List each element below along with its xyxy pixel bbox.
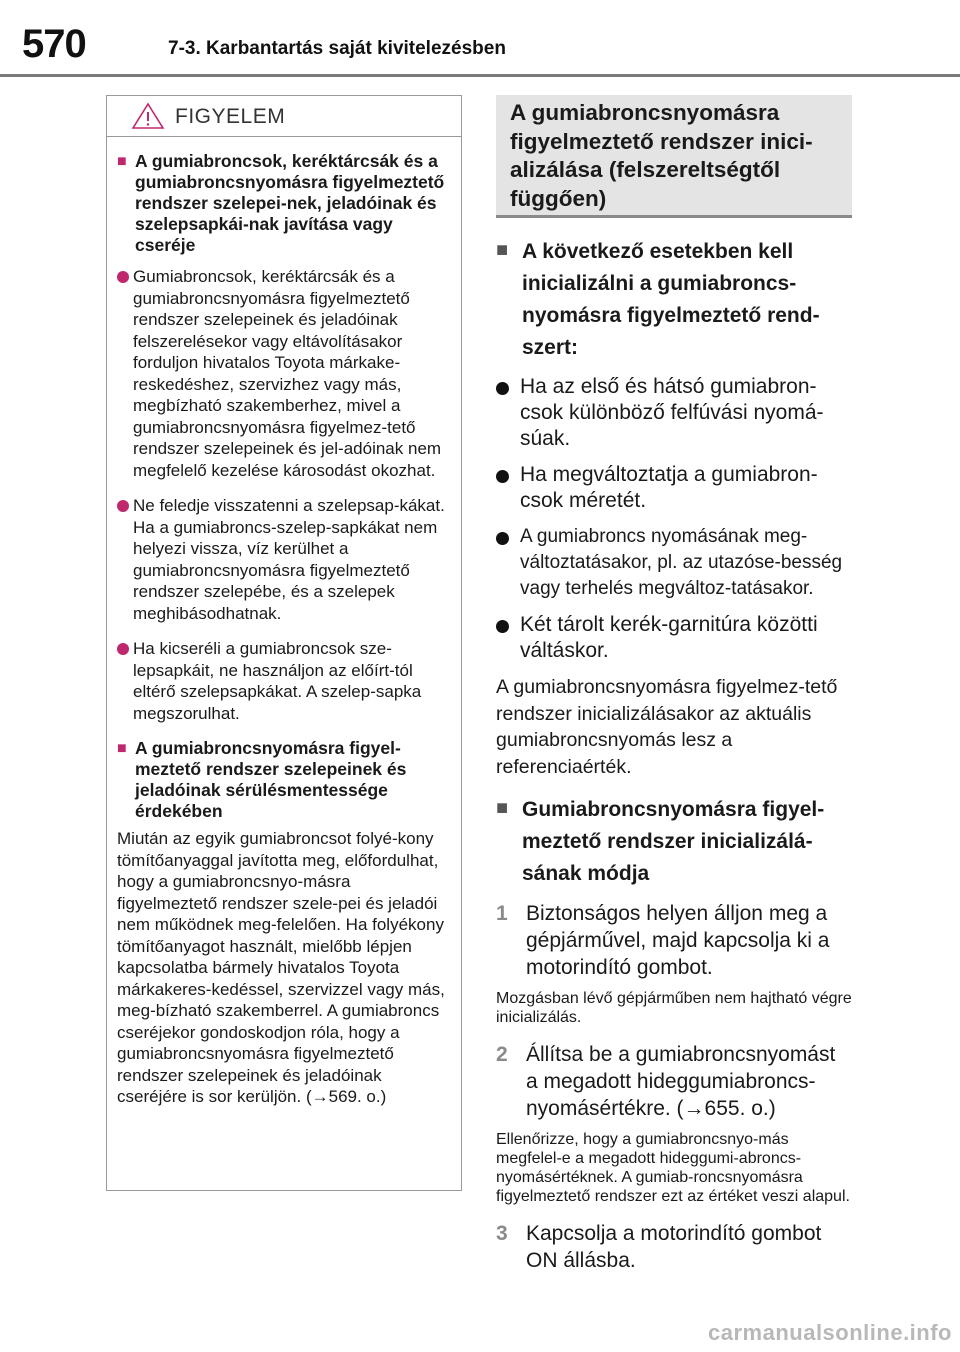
list-item-text: Ha megváltoztatja a gumiabron-csok méretét. [520, 463, 818, 512]
page-header [0, 0, 960, 80]
square-bullet-icon: ■ [117, 153, 127, 170]
step-number: 3 [496, 1222, 508, 1245]
circle-bullet-icon [496, 532, 520, 545]
subheading-how [496, 794, 852, 890]
step-number: 1 [496, 902, 508, 925]
warning-heading-integrity [117, 738, 445, 822]
list-item [496, 462, 852, 514]
step-3 [496, 1220, 852, 1274]
warning-bullet [117, 495, 445, 624]
warning-bullet-text: Gumiabroncsok, keréktárcsák és a gumiabroncsnyomásra figyelmeztető rendszer szelepeinek és jeladóinak felszerelésekor vagy eltávolításakor forduljon hivatalos Toyota márkake-reskedéshez, szervizhez vagy más, megbízható szakemberhez, mivel a gumiabroncsnyomásra figyelmez-tető rendszer szelepeinek és jel-adóinak nem megfelelő kezelése károsodást okozhat. [133, 267, 442, 480]
topic-title-box [496, 95, 852, 218]
warning-paragraph: Miután az egyik gumiabroncsot folyé-kony tömítőanyaggal javította meg, előfordulhat, hogy a gumiabroncsnyo-másra figyelmeztető rendszer szele-pei és jeladói nem működnek meg-felelően. Ha folyékony tömítőanyagot használt, mielőbb lépjen kapcsolatba bármely hivatalos Toyota márkakeres-kedéssel, szervizzel vagy más, meg-bízható szakemberrel. A gumiabroncs cseréjekor gondoskodjon róla, hogy a gumiabroncsnyomásra figyelmeztető rendszer szelepeinek és jeladóinak cseréjére is sor kerüljön. (→569. o.) [117, 829, 445, 1106]
step-2 [496, 1041, 852, 1122]
warning-heading-repair [117, 151, 445, 256]
reference-paragraph: A gumiabroncsnyomásra figyelmez-tető rendszer inicializálásakor az aktuális gumiabroncsnyomás lesz a referenciaérték. [496, 676, 838, 778]
warning-bullet [117, 266, 445, 481]
warning-heading-text: A gumiabroncsok, keréktárcsák és a gumiabroncsnyomásra figyelmeztető rendszer szelepei-nek, jeladóinak és szelepsapkái-nak javítása vagy cseréje [135, 151, 445, 255]
subheading-text: A következő esetekben kell inicializálni a gumiabroncs-nyomásra figyelmeztető rend-szert: [522, 240, 820, 359]
step-text: Állítsa be a gumiabroncsnyomást a megadott hideggumiabroncs-nyomásértékre. (→655. o.) [526, 1043, 836, 1120]
circle-bullet-icon [117, 271, 133, 283]
page-number: 570 [22, 22, 86, 66]
step-1 [496, 900, 852, 981]
list-item-text: Ha az első és hátsó gumiabron-csok különböző felfúvási nyomá-súak. [520, 375, 824, 450]
warning-bullet [117, 638, 445, 724]
topic-title: A gumiabroncsnyomásra figyelmeztető rendszer inici-alizálása (felszereltségtől függően) [510, 100, 813, 211]
circle-bullet-icon [496, 620, 520, 633]
list-item-text: A gumiabroncs nyomásának meg-változtatásakor, pl. az utazóse-besség vagy terhelés megváltoz-tatásakor. [520, 526, 843, 599]
header-divider [0, 74, 960, 77]
circle-bullet-icon [117, 643, 133, 655]
warning-body [107, 137, 461, 1108]
list-item [496, 374, 852, 452]
subheading-text: Gumiabroncsnyomásra figyel-meztető rendszer inicializálá-sának módja [522, 798, 825, 885]
warning-box [106, 95, 462, 1191]
circle-bullet-icon [117, 500, 133, 512]
list-item [496, 524, 852, 602]
square-bullet-icon: ■ [117, 740, 127, 757]
step-note: Mozgásban lévő gépjárműben nem hajtható végre inicializálás. [496, 990, 852, 1026]
list-item-text: Két tárolt kerék-garnitúra közötti váltáskor. [520, 613, 818, 662]
step-note: Ellenőrizze, hogy a gumiabroncsnyo-más megfelel-e a megadott hideggumi-abroncs-nyomásértéknek. A gumiab-roncsnyomásra figyelmeztető rendszer ezt az értéket veszi alapul. [496, 1131, 850, 1205]
warning-bullet-text: Ha kicseréli a gumiabroncsok sze-lepsapkáit, ne használjon az előírt-tól eltérő szelepsapkákat. A szelep-sapka megszorulhat. [133, 639, 422, 723]
warning-heading-text: A gumiabroncsnyomásra figyel-meztető rendszer szelepeinek és jeladóinak sérülésmentessége érdekében [135, 738, 407, 821]
list-item [496, 612, 852, 664]
warning-title: FIGYELEM [175, 105, 286, 128]
circle-bullet-icon [496, 470, 520, 483]
section-title: 7-3. Karbantartás saját kivitelezésben [168, 38, 506, 59]
step-number: 2 [496, 1043, 508, 1066]
step-text: Biztonságos helyen álljon meg a gépjárművel, majd kapcsolja ki a motorindító gombot. [526, 902, 830, 979]
subheading-when [496, 236, 852, 364]
warning-bullet-text: Ne feledje visszatenni a szelepsap-kákat. Ha a gumiabroncs-szelep-sapkákat nem helyezi vissza, víz kerülhet a gumiabroncsnyomásra figyelmeztető rendszer szelepébe, és a szelepek meghibásodhatnak. [133, 496, 445, 623]
step-text: Kapcsolja a motorindító gombot ON állásba. [526, 1222, 822, 1272]
warning-header [107, 96, 461, 137]
warning-triangle-icon [131, 102, 165, 130]
main-column [496, 95, 852, 1274]
watermark: carmanualsonline.info [708, 1320, 952, 1345]
square-bullet-icon: ■ [496, 797, 509, 819]
square-bullet-icon: ■ [496, 239, 509, 261]
circle-bullet-icon [496, 382, 520, 395]
